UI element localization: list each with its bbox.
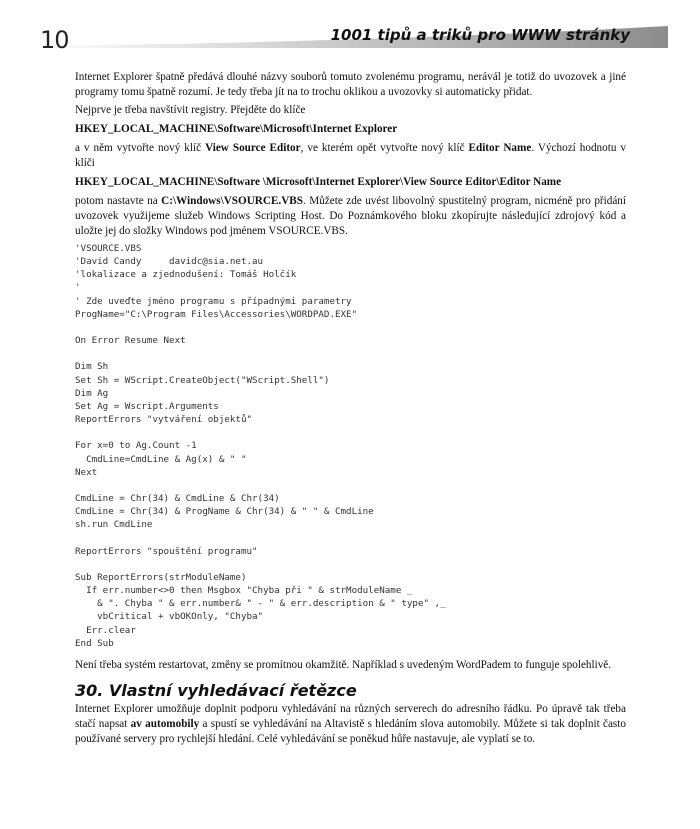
bold-term: av automobily: [130, 717, 200, 730]
paragraph-create-key: [75, 141, 626, 171]
text-segment: . Výchozí hodnotu v klíči: [75, 142, 626, 169]
paragraph-no-restart: Není třeba systém restartovat, změny se promítnou okamžitě. Například s uvedeným WordPadem to funguje spolehlivě.: [75, 658, 612, 671]
bold-term: View Source Editor: [205, 142, 301, 154]
text-segment: a spustí se vyhledávání na Altavistě s hledáním slova automobily. Můžete si tak doplnit často používané servery pro rychlejší hledání. Celé vyhledávání se poněkud hůře nastavuje, ale vyplatí se to.: [75, 717, 626, 745]
page-body: [75, 70, 626, 750]
paragraph-registry: Nejprve je třeba navštívit registry. Přejděte do klíče: [75, 104, 306, 116]
text-segment: Internet Explorer umožňuje doplnit podporu vyhledávání na různých serverech do adresního řádku. Po úpravě tak třeba stačí napsat: [75, 702, 626, 730]
text-segment: . Můžete zde uvést libovolný spustitelný program, nicméně pro přidání uvozovek využijeme služeb Windows Scripting Host. Do Poznámkového bloku zkopírujte následující zdrojový kód a uložte jej do složky Windows pod jménem VSOURCE.VBS.: [75, 195, 627, 237]
code-listing: 'VSOURCE.VBS 'David Candy davidc@sia.net.au 'lokalizace a zjednodušení: Tomáš Holčík ' ' Zde uveďte jméno programu s případnými parametry ProgName="C:\Program Files\Accessories\WORDPAD.EXE" On Error Resume Next Dim Sh Set Sh = WScript.CreateObject("WScript.Shell") Dim Ag Set Ag = Wscript.Arguments ReportErrors "vytváření objektů" For x=0 to Ag.Count -1 CmdLine=CmdLine & Ag(x) & " " Next CmdLine = Chr(34) & CmdLine & Chr(34) CmdLine = Chr(34) & ProgName & Chr(34) & " " & CmdLine sh.run CmdLine ReportErrors "spouštění programu" Sub ReportErrors(strModuleName) If err.number<>0 then Msgbox "Chyba při " & strModuleName _ & ". Chyba " & err.number& " - " & err.description & " type" ,_ vbCritical + vbOKOnly, "Chyba" Err.clear End Sub: [75, 243, 446, 649]
registry-key-editor-name: HKEY_LOCAL_MACHINE\Software \Microsoft\Internet Explorer\View Source Editor\Editor Name: [75, 176, 562, 188]
registry-key-ie: HKEY_LOCAL_MACHINE\Software\Microsoft\Internet Explorer: [75, 123, 398, 135]
paragraph-intro: Internet Explorer špatně předává dlouhé názvy souborů tomuto zvolenému programu, nerávál je totiž do uvozovek a jiné programy tomu špatně rozumí. Je tedy třeba jít na to trochu oklikou a uvozovky si automaticky přidat.: [75, 71, 626, 98]
paragraph-set-value: [75, 194, 626, 239]
running-header-title: 1001 tipů a triků pro WWW stránky: [330, 26, 630, 44]
text-segment: , ve kterém opět vytvořte nový klíč: [300, 142, 469, 154]
text-segment: potom nastavte na: [75, 195, 162, 207]
text-segment: a v něm vytvořte nový klíč: [75, 142, 206, 154]
bold-term: C:\Windows\VSOURCE.VBS: [161, 195, 303, 207]
page-number: 10: [40, 26, 69, 54]
page-header: [0, 0, 700, 62]
paragraph-search-strings: [75, 702, 626, 747]
bold-term: Editor Name: [468, 142, 532, 154]
section-heading: 30. Vlastní vyhledávací řetězce: [75, 680, 357, 700]
